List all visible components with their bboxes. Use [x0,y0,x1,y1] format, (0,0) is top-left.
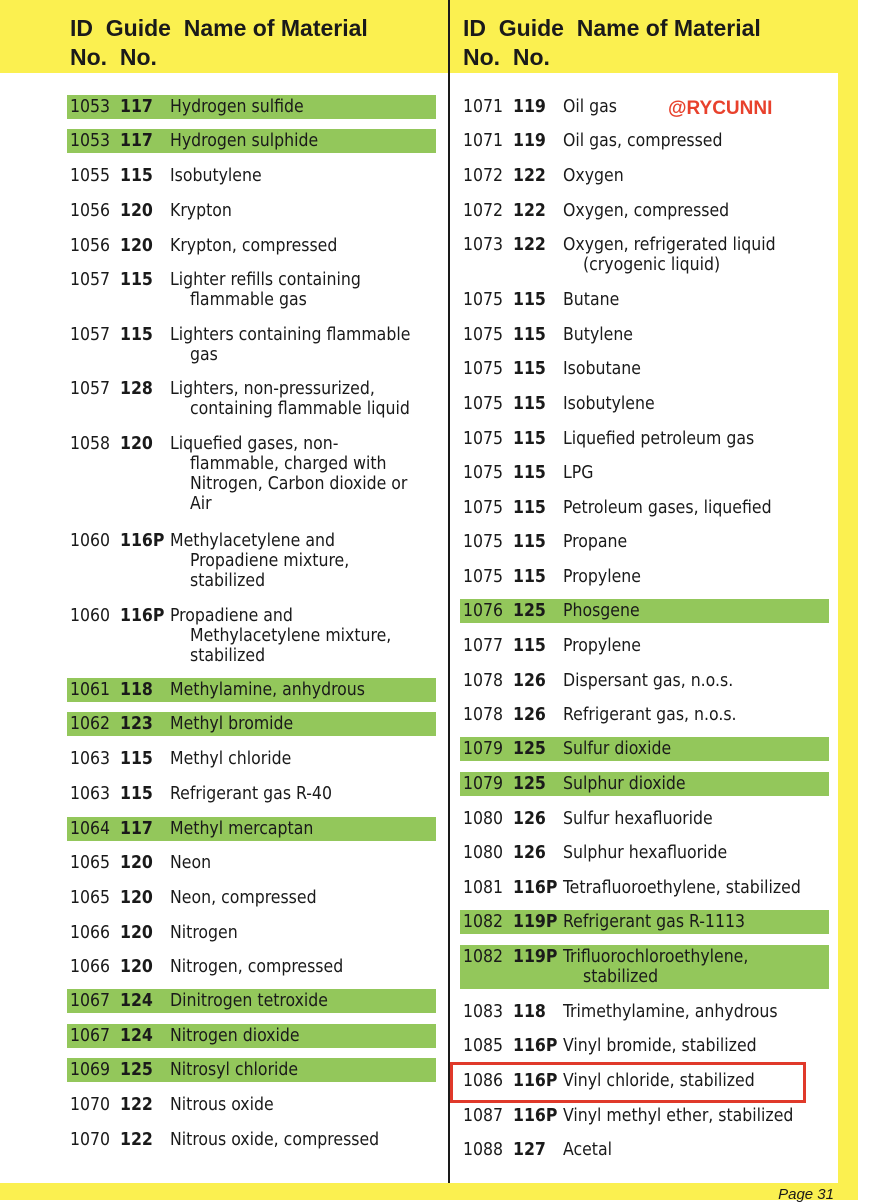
guide-number: 126 [513,843,546,863]
material-name-line: gas [190,345,218,365]
material-name [563,567,829,587]
guide-number: 120 [120,923,153,943]
table-row [460,1138,829,1162]
material-name-line: Isobutane [563,359,641,379]
material-name [170,1026,436,1046]
table-row [460,530,829,554]
material-name-line: Hydrogen sulfide [170,97,304,117]
right-header-line2: No. No. [463,44,550,70]
id-number: 1082 [463,912,504,932]
material-name-line: Oxygen, compressed [563,201,730,221]
material-name-line: Vinyl chloride, stabilized [563,1071,755,1091]
material-name [563,601,829,621]
id-number: 1088 [463,1140,504,1160]
table-row [67,955,436,979]
id-number: 1075 [463,290,504,310]
guide-number: 125 [513,601,546,621]
table-row [460,703,829,727]
material-name-line: Trifluorochloroethylene, [563,947,749,967]
material-name [563,1140,829,1160]
id-number: 1083 [463,1002,504,1022]
material-name-line: Neon, compressed [170,888,317,908]
table-row [67,377,436,421]
table-row [67,1128,436,1152]
material-name-line: Nitrogen, Carbon dioxide or [190,474,408,494]
guide-number: 120 [120,434,153,454]
material-name [170,1130,436,1150]
material-name [563,705,829,725]
guide-number: 119P [513,912,558,932]
guide-number: 126 [513,809,546,829]
material-name [563,809,829,829]
material-name-line: Liquefied gases, non- [170,434,339,454]
material-name-line: flammable gas [190,290,307,310]
material-name [563,774,829,794]
table-row [460,945,829,989]
id-number: 1070 [70,1130,111,1150]
id-number: 1075 [463,567,504,587]
guide-number: 115 [120,166,153,186]
material-name [170,991,436,1011]
guide-number: 125 [120,1060,153,1080]
guide-number: 115 [513,532,546,552]
material-name-line: Methyl mercaptan [170,819,314,839]
guide-number: 116P [120,531,165,551]
table-row [460,634,829,658]
table-row [460,129,829,153]
table-row [67,851,436,875]
material-name [170,379,436,419]
guide-number: 126 [513,705,546,725]
guide-number: 128 [120,379,153,399]
material-name-line: Dispersant gas, n.o.s. [563,671,734,691]
guide-number: 116P [513,1071,558,1091]
material-name-line: Sulfur hexafluoride [563,809,713,829]
table-row [460,772,829,796]
material-name [563,878,829,898]
material-name-line: Nitrogen dioxide [170,1026,300,1046]
material-name [170,957,436,977]
material-name-line: containing flammable liquid [190,399,410,419]
material-name-line: Tetrafluoroethylene, stabilized [563,878,801,898]
table-row [460,233,829,277]
material-name-line: Oil gas [563,97,617,117]
table-row [460,876,829,900]
guide-number: 116P [513,1036,558,1056]
material-name [563,429,829,449]
table-row [67,712,436,736]
material-name [563,325,829,345]
material-name-line: stabilized [190,646,266,666]
id-number: 1064 [70,819,111,839]
material-name [563,912,829,932]
material-name-line: Nitrogen, compressed [170,957,344,977]
table-row [67,1093,436,1117]
id-number: 1057 [70,270,111,290]
id-number: 1067 [70,1026,111,1046]
material-name-line: Propadiene mixture, [190,551,350,571]
material-name-line: Phosgene [563,601,640,621]
guide-number: 115 [513,325,546,345]
material-name [563,290,829,310]
table-row [67,129,436,153]
guide-number: 119 [513,131,546,151]
material-name-line: Lighters containing flammable [170,325,411,345]
table-row [460,910,829,934]
id-number: 1058 [70,434,111,454]
material-name-line: Nitrous oxide [170,1095,274,1115]
material-name-line: Butylene [563,325,633,345]
material-name [170,714,436,734]
material-name [563,359,829,379]
table-row [460,565,829,589]
material-name-line: Lighters, non-pressurized, [170,379,375,399]
material-name-line: Propane [563,532,628,552]
id-number: 1077 [463,636,504,656]
guide-number: 115 [513,394,546,414]
table-row [460,427,829,451]
guide-number: 124 [120,1026,153,1046]
id-number: 1060 [70,606,111,626]
id-number: 1061 [70,680,111,700]
material-name [563,131,829,151]
id-number: 1057 [70,379,111,399]
material-name-line: Vinyl methyl ether, stabilized [563,1106,794,1126]
id-number: 1069 [70,1060,111,1080]
material-name-line: Vinyl bromide, stabilized [563,1036,757,1056]
right-header-line1: ID Guide Name of Material [463,15,761,41]
table-row [460,288,829,312]
id-number: 1072 [463,201,504,221]
guide-number: 120 [120,888,153,908]
material-name [563,532,829,552]
id-number: 1087 [463,1106,504,1126]
material-name [170,749,436,769]
guide-number: 123 [120,714,153,734]
material-name [563,166,829,186]
guide-number: 115 [120,749,153,769]
id-number: 1079 [463,774,504,794]
id-number: 1056 [70,201,111,221]
material-name [563,201,829,221]
guide-number: 115 [120,270,153,290]
material-name-line: Refrigerant gas, n.o.s. [563,705,737,725]
material-name [170,606,436,666]
left-header-line2: No. No. [70,44,157,70]
id-number: 1067 [70,991,111,1011]
table-row [460,95,829,119]
column-divider [448,0,450,1183]
page-margin [838,0,889,1200]
guide-number: 126 [513,671,546,691]
id-number: 1085 [463,1036,504,1056]
guide-number: 120 [120,236,153,256]
material-name-line: Nitrous oxide, compressed [170,1130,380,1150]
material-name [170,434,436,514]
table-header [0,0,838,73]
material-name [170,923,436,943]
guide-number: 115 [513,290,546,310]
material-name-line: Liquefied petroleum gas [563,429,755,449]
material-name [563,636,829,656]
guide-number: 118 [120,680,153,700]
guide-number: 127 [513,1140,546,1160]
id-number: 1086 [463,1071,504,1091]
right-column-header [463,14,761,72]
material-name-line: Sulphur dioxide [563,774,686,794]
id-number: 1066 [70,923,111,943]
guide-number: 115 [120,325,153,345]
guide-number: 117 [120,97,153,117]
material-name-line: LPG [563,463,594,483]
id-number: 1055 [70,166,111,186]
material-name-line: Oil gas, compressed [563,131,723,151]
page-number: Page 31 [778,1186,834,1203]
guide-number: 115 [513,463,546,483]
id-number: 1073 [463,235,504,255]
material-name [170,784,436,804]
material-name [563,739,829,759]
table-row [67,678,436,702]
material-name [170,888,436,908]
guide-number: 116P [513,878,558,898]
material-name-line: Refrigerant gas R-40 [170,784,332,804]
guide-number: 122 [120,1095,153,1115]
material-name-line: Butane [563,290,620,310]
table-row [67,1024,436,1048]
id-number: 1072 [463,166,504,186]
table-row [460,357,829,381]
id-number: 1080 [463,809,504,829]
guide-number: 122 [120,1130,153,1150]
material-name [563,463,829,483]
material-name-line: Methyl chloride [170,749,292,769]
guide-number: 119P [513,947,558,967]
table-row [460,841,829,865]
id-number: 1071 [463,131,504,151]
guide-number: 120 [120,957,153,977]
material-name-line: Refrigerant gas R-1113 [563,912,745,932]
table-row [460,496,829,520]
material-name [170,201,436,221]
material-name-line: Neon [170,853,212,873]
material-name [170,166,436,186]
material-name-line: Isobutylene [563,394,655,414]
id-number: 1075 [463,498,504,518]
id-number: 1075 [463,463,504,483]
material-name [170,236,436,256]
id-number: 1062 [70,714,111,734]
id-number: 1070 [70,1095,111,1115]
id-number: 1081 [463,878,504,898]
guide-number: 115 [513,359,546,379]
material-name-line: Propylene [563,636,641,656]
table-row [460,669,829,693]
id-number: 1063 [70,784,111,804]
guide-number: 122 [513,201,546,221]
material-name [563,498,829,518]
id-number: 1057 [70,325,111,345]
table-row [460,461,829,485]
guide-number: 116P [513,1106,558,1126]
material-name-line: stabilized [190,571,266,591]
material-name [170,1095,436,1115]
material-name-line: Air [190,494,212,514]
material-name [563,671,829,691]
table-row [67,921,436,945]
id-number: 1078 [463,705,504,725]
material-name-line: Lighter refills containing [170,270,361,290]
material-name-line: Oxygen [563,166,624,186]
watermark-handle: @RYCUNNI [668,98,773,119]
material-name-line: Propadiene and [170,606,293,626]
id-number: 1060 [70,531,111,551]
material-name-line: stabilized [583,967,659,987]
guide-number: 115 [513,567,546,587]
table-row [460,807,829,831]
material-name [170,270,436,310]
guide-number: 115 [513,636,546,656]
table-row [460,1000,829,1024]
table-row [460,323,829,347]
id-number: 1076 [463,601,504,621]
id-number: 1075 [463,429,504,449]
table-row [67,817,436,841]
material-name [170,1060,436,1080]
table-row [460,737,829,761]
table-row [67,164,436,188]
guide-number: 122 [513,235,546,255]
material-name [170,325,436,365]
guide-number: 119 [513,97,546,117]
material-name-line: (cryogenic liquid) [583,255,721,275]
material-name [170,680,436,700]
id-number: 1078 [463,671,504,691]
material-name-line: Acetal [563,1140,612,1160]
table-row [67,95,436,119]
guide-number: 115 [120,784,153,804]
material-name-line: Methylacetylene mixture, [190,626,392,646]
guide-number: 125 [513,774,546,794]
table-row [67,234,436,258]
guide-number: 115 [513,498,546,518]
id-number: 1075 [463,359,504,379]
guide-number: 117 [120,819,153,839]
table-row [67,529,436,593]
material-name [170,131,436,151]
material-name [563,235,829,275]
guide-number: 122 [513,166,546,186]
material-name-line: Oxygen, refrigerated liquid [563,235,776,255]
material-name [563,1002,829,1022]
material-name-line: Methyl bromide [170,714,294,734]
material-name-line: Methylacetylene and [170,531,335,551]
material-name-line: Propylene [563,567,641,587]
material-name-line: Nitrogen [170,923,238,943]
table-row [67,782,436,806]
material-name-line: Petroleum gases, liquefied [563,498,772,518]
material-name-line: Isobutylene [170,166,262,186]
table-row [460,392,829,416]
id-number: 1079 [463,739,504,759]
material-name-line: Krypton [170,201,232,221]
material-name [563,1036,829,1056]
material-name [563,947,829,987]
material-name [170,97,436,117]
table-row [460,1104,829,1128]
material-name [563,843,829,863]
id-number: 1075 [463,394,504,414]
material-name-line: Nitrosyl chloride [170,1060,299,1080]
material-name-line: flammable, charged with [190,454,387,474]
table-row [460,1034,829,1058]
id-number: 1080 [463,843,504,863]
guide-number: 124 [120,991,153,1011]
page-footer [0,1183,838,1203]
id-number: 1053 [70,131,111,151]
material-name [563,1106,829,1126]
material-name [170,819,436,839]
table-row [67,323,436,367]
id-number: 1063 [70,749,111,769]
id-number: 1066 [70,957,111,977]
table-row [67,268,436,312]
material-name-line: Krypton, compressed [170,236,338,256]
id-number: 1082 [463,947,504,967]
guide-number: 115 [513,429,546,449]
table-row [460,599,829,623]
material-name [170,531,436,591]
id-number: 1071 [463,97,504,117]
guide-number: 120 [120,201,153,221]
guide-number: 118 [513,1002,546,1022]
guide-number: 125 [513,739,546,759]
material-name-line: Sulphur hexafluoride [563,843,728,863]
table-row [67,1058,436,1082]
table-row [67,604,436,668]
id-number: 1075 [463,325,504,345]
material-name [170,853,436,873]
material-name [563,394,829,414]
guide-number: 120 [120,853,153,873]
highlight-box-annotation [450,1062,806,1103]
material-name-line: Trimethylamine, anhydrous [563,1002,778,1022]
table-row [67,199,436,223]
material-name-line: Methylamine, anhydrous [170,680,365,700]
left-header-line1: ID Guide Name of Material [70,15,368,41]
margin-strip [838,0,858,1200]
table-row [67,886,436,910]
id-number: 1065 [70,888,111,908]
table-row [67,989,436,1013]
id-number: 1075 [463,532,504,552]
material-name-line: Hydrogen sulphide [170,131,319,151]
material-name-line: Sulfur dioxide [563,739,672,759]
guide-number: 116P [120,606,165,626]
material-name-line: Dinitrogen tetroxide [170,991,328,1011]
guide-number: 117 [120,131,153,151]
id-number: 1065 [70,853,111,873]
table-row [460,199,829,223]
left-column-header [70,14,368,72]
id-number: 1053 [70,97,111,117]
table-row [67,432,436,516]
table-row [67,747,436,771]
id-number: 1056 [70,236,111,256]
table-row [460,164,829,188]
